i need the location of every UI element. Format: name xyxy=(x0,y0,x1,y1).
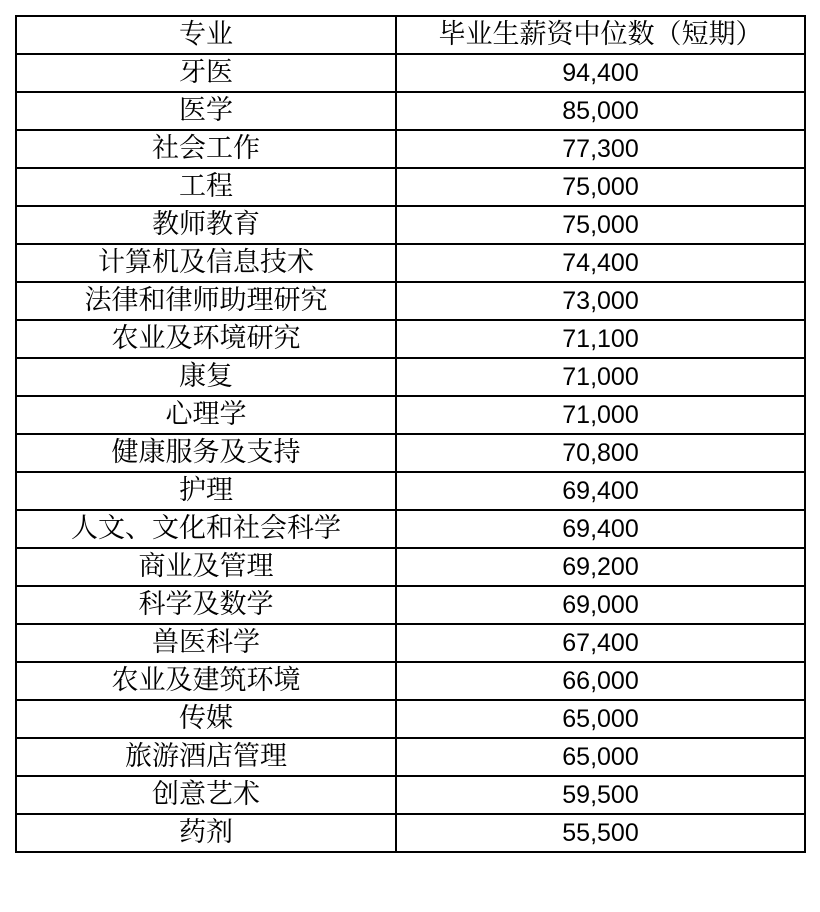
salary-cell: 73,000 xyxy=(396,282,805,320)
major-cell: 健康服务及支持 xyxy=(16,434,396,472)
salary-table xyxy=(15,15,806,853)
table-row xyxy=(16,434,805,472)
header-major: 专业 xyxy=(16,16,396,54)
salary-cell: 69,200 xyxy=(396,548,805,586)
table-row xyxy=(16,320,805,358)
salary-cell: 65,000 xyxy=(396,700,805,738)
table-row xyxy=(16,92,805,130)
table-row xyxy=(16,396,805,434)
table-row xyxy=(16,662,805,700)
table-row xyxy=(16,814,805,852)
table-row xyxy=(16,282,805,320)
salary-cell: 75,000 xyxy=(396,168,805,206)
table-row xyxy=(16,700,805,738)
major-cell: 教师教育 xyxy=(16,206,396,244)
table-body xyxy=(16,54,805,852)
major-cell: 传媒 xyxy=(16,700,396,738)
header-row xyxy=(16,16,805,54)
major-cell: 工程 xyxy=(16,168,396,206)
salary-cell: 69,000 xyxy=(396,586,805,624)
major-cell: 人文、文化和社会科学 xyxy=(16,510,396,548)
major-cell: 农业及建筑环境 xyxy=(16,662,396,700)
salary-cell: 70,800 xyxy=(396,434,805,472)
table-row xyxy=(16,244,805,282)
table-row xyxy=(16,738,805,776)
major-cell: 医学 xyxy=(16,92,396,130)
table-row xyxy=(16,54,805,92)
major-cell: 药剂 xyxy=(16,814,396,852)
salary-cell: 59,500 xyxy=(396,776,805,814)
major-cell: 康复 xyxy=(16,358,396,396)
salary-cell: 55,500 xyxy=(396,814,805,852)
table-row xyxy=(16,586,805,624)
table-row xyxy=(16,472,805,510)
table-row xyxy=(16,206,805,244)
major-cell: 科学及数学 xyxy=(16,586,396,624)
salary-cell: 94,400 xyxy=(396,54,805,92)
major-cell: 心理学 xyxy=(16,396,396,434)
salary-cell: 85,000 xyxy=(396,92,805,130)
table-row xyxy=(16,510,805,548)
salary-cell: 71,100 xyxy=(396,320,805,358)
major-cell: 商业及管理 xyxy=(16,548,396,586)
major-cell: 社会工作 xyxy=(16,130,396,168)
table-row xyxy=(16,776,805,814)
major-cell: 牙医 xyxy=(16,54,396,92)
table-row xyxy=(16,168,805,206)
table-row xyxy=(16,548,805,586)
major-cell: 农业及环境研究 xyxy=(16,320,396,358)
salary-cell: 71,000 xyxy=(396,358,805,396)
table-row xyxy=(16,358,805,396)
salary-cell: 74,400 xyxy=(396,244,805,282)
major-cell: 计算机及信息技术 xyxy=(16,244,396,282)
table-row xyxy=(16,130,805,168)
salary-cell: 65,000 xyxy=(396,738,805,776)
salary-cell: 69,400 xyxy=(396,472,805,510)
salary-cell: 75,000 xyxy=(396,206,805,244)
major-cell: 护理 xyxy=(16,472,396,510)
salary-cell: 66,000 xyxy=(396,662,805,700)
major-cell: 兽医科学 xyxy=(16,624,396,662)
table-row xyxy=(16,624,805,662)
salary-cell: 69,400 xyxy=(396,510,805,548)
salary-cell: 71,000 xyxy=(396,396,805,434)
major-cell: 旅游酒店管理 xyxy=(16,738,396,776)
salary-cell: 77,300 xyxy=(396,130,805,168)
salary-cell: 67,400 xyxy=(396,624,805,662)
major-cell: 法律和律师助理研究 xyxy=(16,282,396,320)
major-cell: 创意艺术 xyxy=(16,776,396,814)
header-salary: 毕业生薪资中位数（短期） xyxy=(396,16,805,54)
